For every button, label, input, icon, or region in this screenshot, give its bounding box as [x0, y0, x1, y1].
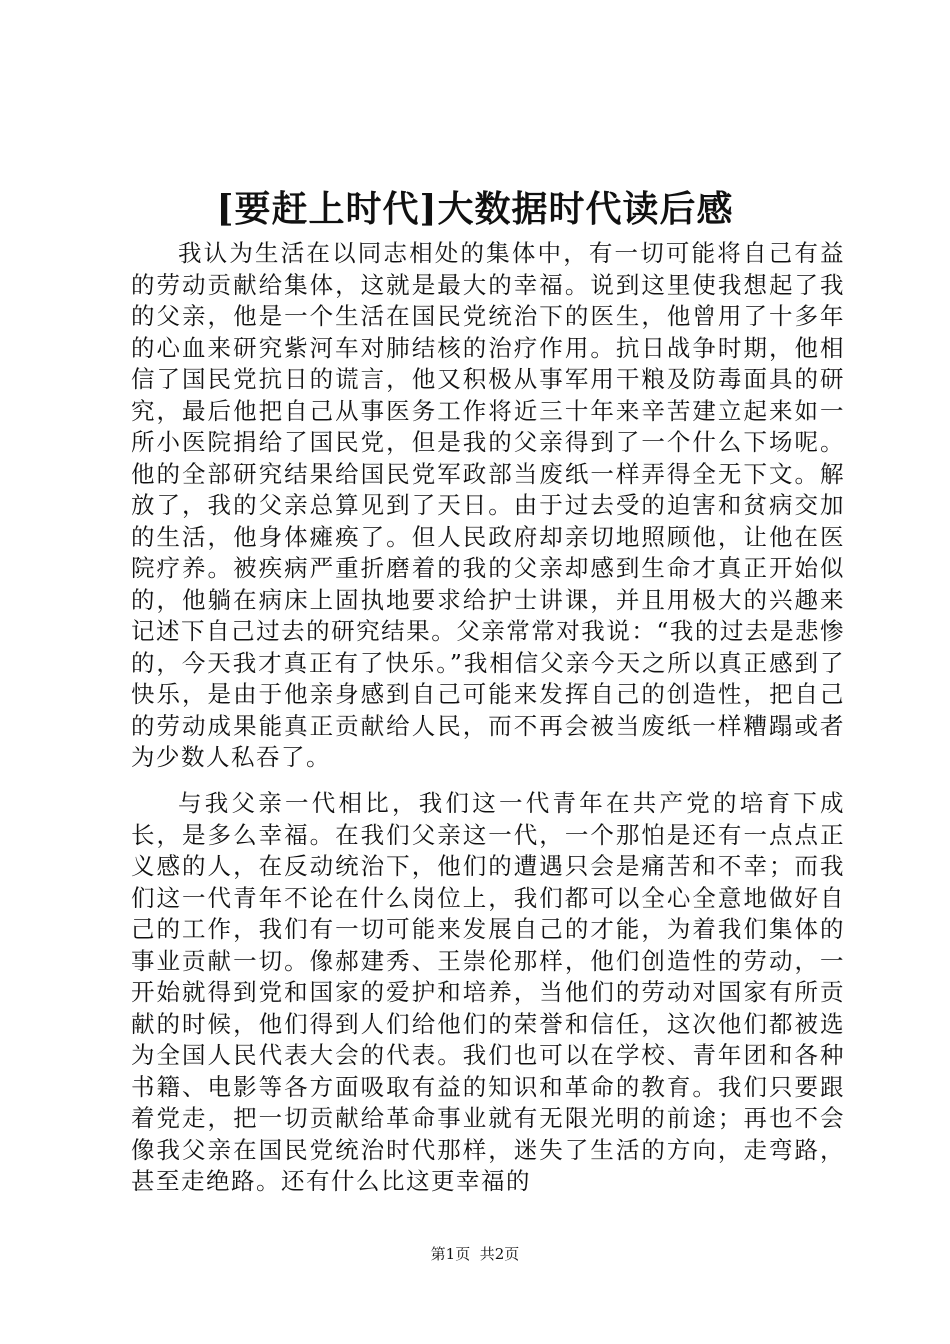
page-footer: [0, 1244, 950, 1264]
footer-spacer: [470, 1245, 480, 1263]
document-title: [要赶上时代]大数据时代读后感: [216, 188, 734, 230]
page-total: 共2页: [479, 1245, 520, 1263]
body-paragraph-2: 与我父亲一代相比，我们这一代青年在共产党的培育下成长，是多么幸福。在我们父亲这一代，一个那怕是还有一点点正义感的人，在反动统治下，他们的遭遇只会是痛苦和不幸；而我们这一代青年不论在什么岗位上，我们都可以全心全意地做好自己的工作，我们有一切可能来发展自己的才能，为着我们集体的事业贡献一切。像郝建秀、王崇伦那样，他们创造性的劳动，一开始就得到党和国家的爱护和培养，当他们的劳动对国家有所贡献的时候，他们得到人们给他们的荣誉和信任，这次他们都被选为全国人民代表大会的代表。我们也可以在学校、青年团和各种书籍、电影等各方面吸取有益的知识和革命的教育。我们只要跟着党走，把一切贡献给革命事业就有无限光明的前途；再也不会像我父亲在国民党统治时代那样，迷失了生活的方向，走弯路，甚至走绝路。还有什么比这更幸福的: [131, 789, 845, 1195]
page-number: 第1页: [430, 1245, 471, 1263]
body-paragraph-1: 我认为生活在以同志相处的集体中，有一切可能将自己有益的劳动贡献给集体，这就是最大的幸福。说到这里使我想起了我的父亲，他是一个生活在国民党统治下的医生，他曾用了十多年的心血来研究紫河车对肺结核的治疗作用。抗日战争时期，他相信了国民党抗日的谎言，他又积极从事军用干粮及防毒面具的研究，最后他把自己从事医务工作将近三十年来辛苦建立起来如一所小医院捐给了国民党，但是我的父亲得到了一个什么下场呢。他的全部研究结果给国民党军政部当废纸一样弄得全无下文。解放了，我的父亲总算见到了天日。由于过去受的迫害和贫病交加的生活，他身体瘫痪了。但人民政府却亲切地照顾他，让他在医院疗养。被疾病严重折磨着的我的父亲却感到生命才真正开始似的，他躺在病床上固执地要求给护士讲课，并且用极大的兴趣来记述下自己过去的研究结果。父亲常常对我说：“我的过去是悲惨的，今天我才真正有了快乐。”我相信父亲今天之所以真正感到了快乐，是由于他亲身感到自己可能来发挥自己的创造性，把自己的劳动成果能真正贡献给人民，而不再会被当废纸一样糟蹋或者为少数人私吞了。: [131, 239, 845, 771]
